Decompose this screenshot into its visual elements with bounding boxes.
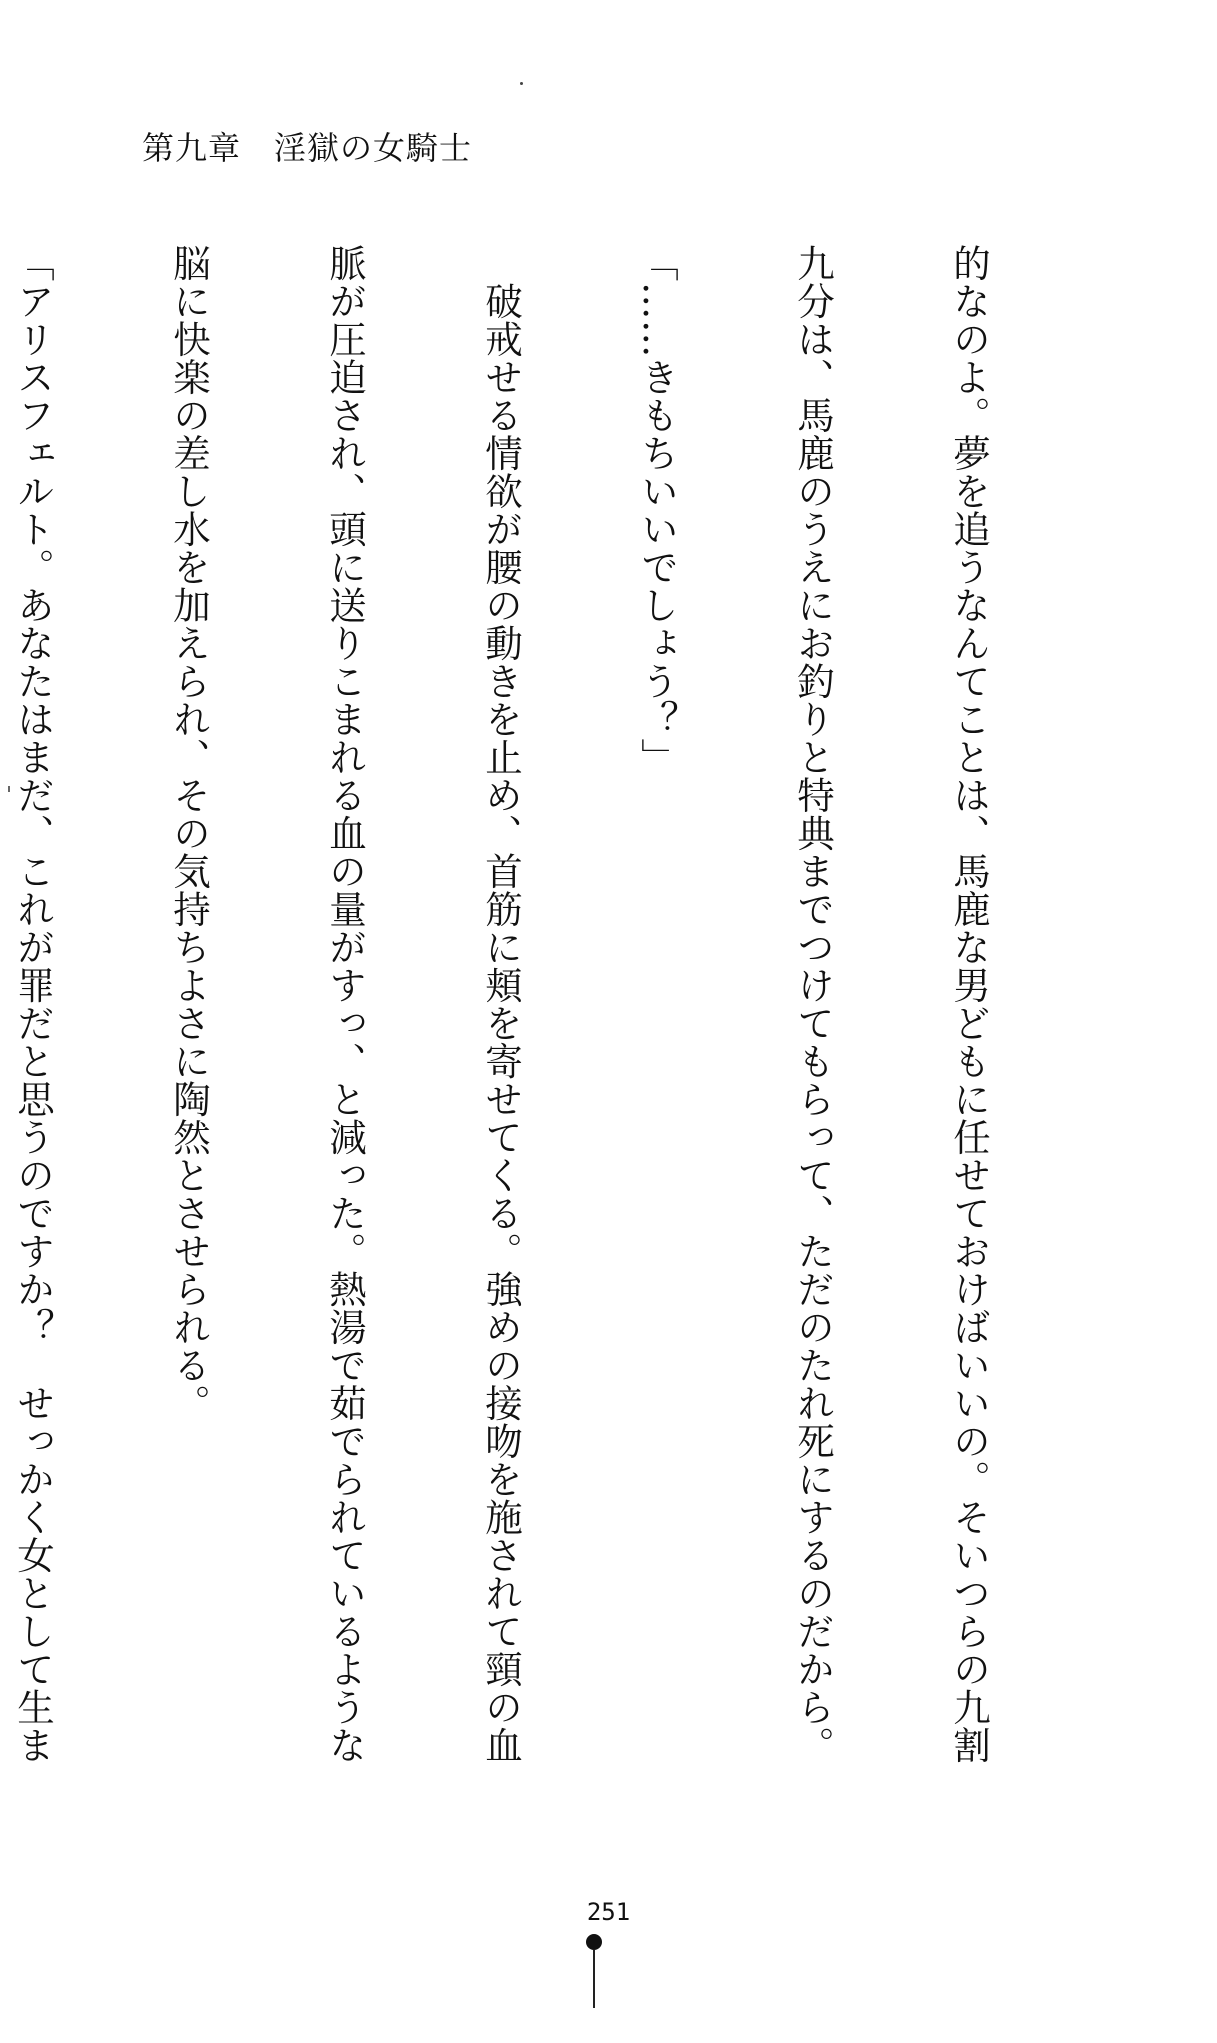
- text-line: 「……きもちいいでしょう？」: [635, 244, 679, 776]
- body-text: [11, 244, 1099, 1764]
- text-line: 九分は、馬鹿のうえにお釣りと特典までつけてもらって、ただのたれ死にするのだから。: [791, 244, 835, 1764]
- text-line: 的なのよ。夢を追うなんてことは、馬鹿な男どもに任せておけばいいの。そいつらの九割: [947, 244, 991, 1764]
- text-line: 脳に快楽の差し水を加えられ、その気持ちよさに陶然とさせられる。: [167, 244, 211, 1422]
- page-marker-stem: [593, 1950, 595, 2008]
- text-line: 破戒せる情欲が腰の動きを止め、首筋に頬を寄せてくる。強めの接吻を施されて頸の血: [479, 244, 523, 1764]
- text-line: 「アリスフェルト。あなたはまだ、これが罪だと思うのですか？ せっかく女として生ま: [11, 244, 55, 1764]
- page-number: 251: [586, 1898, 631, 1926]
- running-head: 第九章 淫獄の女騎士: [142, 129, 473, 167]
- page-marker-dot: [586, 1934, 602, 1950]
- text-line: 脈が圧迫され、頭に送りこまれる血の量がすっ、と減った。熱湯で茹でられているような: [323, 244, 367, 1764]
- print-speck: [520, 82, 523, 85]
